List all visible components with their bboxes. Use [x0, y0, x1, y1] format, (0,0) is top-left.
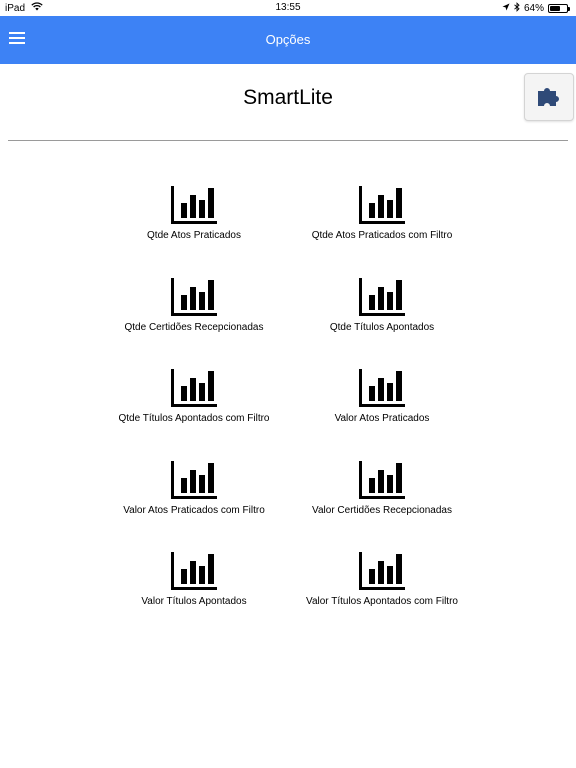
bar-chart-icon: [169, 552, 219, 590]
report-option-label: Qtde Atos Praticados: [147, 230, 241, 241]
bar-chart-icon: [357, 552, 407, 590]
report-option-label: Valor Atos Praticados com Filtro: [123, 505, 265, 516]
bar-chart-icon: [169, 186, 219, 224]
report-option[interactable]: [262, 552, 502, 622]
bar-chart-icon: [169, 369, 219, 407]
header-divider: [8, 140, 568, 141]
report-option[interactable]: [262, 369, 502, 439]
bar-chart-icon: [169, 461, 219, 499]
bar-chart-icon: [357, 278, 407, 316]
bar-chart-icon: [357, 186, 407, 224]
battery-level: [550, 6, 560, 11]
battery-tip: [568, 7, 570, 11]
status-bar: [0, 0, 576, 16]
hamburger-icon: [9, 31, 25, 49]
report-option[interactable]: [262, 278, 502, 348]
menu-button[interactable]: [6, 28, 28, 52]
battery-percentage: 64%: [523, 3, 544, 14]
bar-chart-icon: [169, 278, 219, 316]
status-right: [502, 2, 568, 15]
report-option-label: Qtde Certidões Recepcionadas: [124, 322, 264, 333]
report-option-label: Qtde Títulos Apontados com Filtro: [118, 413, 270, 424]
bar-chart-icon: [357, 461, 407, 499]
report-option-label: Valor Certidões Recepcionadas: [312, 505, 452, 516]
page-title: SmartLite: [243, 86, 333, 109]
report-option[interactable]: [262, 461, 502, 531]
device-name: iPad: [5, 2, 26, 14]
puzzle-piece-icon: [535, 81, 563, 114]
bluetooth-icon: [514, 2, 520, 15]
report-option-label: Qtde Títulos Apontados: [329, 322, 435, 333]
report-option-label: Qtde Atos Praticados com Filtro: [311, 230, 453, 241]
report-option-label: Valor Títulos Apontados: [141, 596, 247, 607]
battery-icon: [548, 4, 568, 13]
bar-chart-icon: [357, 369, 407, 407]
plugin-button[interactable]: [524, 73, 574, 121]
report-option-label: Valor Atos Praticados: [334, 413, 430, 424]
status-time: 13:55: [275, 2, 301, 13]
report-option[interactable]: [262, 186, 502, 256]
report-option-label: Valor Títulos Apontados com Filtro: [306, 596, 458, 607]
app-bar: [0, 16, 576, 64]
location-icon: [502, 3, 510, 14]
app-bar-title: Opções: [265, 32, 311, 47]
